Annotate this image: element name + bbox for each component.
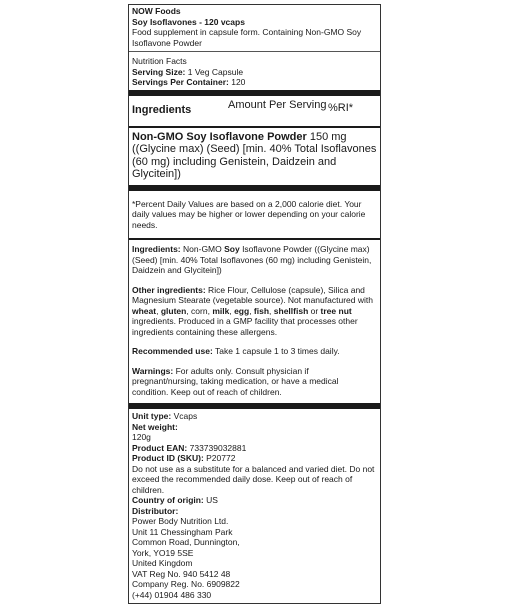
ingredients-text: Ingredients: Non-GMO Soy Isoflavone Powder ((Glycine max) (Seed) [min. 40% Total Isoflavones (60 mg) including Genistein, Daidzein and Glycitein]) — [132, 244, 372, 275]
warnings-text: Warnings: For adults only. Consult physician if pregnant/nursing, taking medication, or have a medical condition. Keep out of reach of children. — [132, 365, 339, 397]
recommended-use-text: Recommended use: Take 1 capsule 1 to 3 times daily. — [132, 346, 340, 356]
supplement-label — [128, 4, 381, 604]
net-weight-label: Net weight: — [132, 421, 178, 432]
distributor-line: Company Reg. No. 6909822 — [132, 579, 240, 589]
distributor-label: Distributor: — [132, 505, 179, 516]
ingredients-table-header — [129, 96, 380, 126]
footnote: *Percent Daily Values are based on a 2,000 calorie diet. Your daily values may be higher or lower depending on your calorie needs. — [132, 198, 366, 230]
col-amount: Amount Per Serving — [228, 98, 327, 111]
details-section — [129, 240, 380, 403]
distributor-line: Power Body Nutrition Ltd. — [132, 516, 229, 526]
distributor-line: Common Road, Dunnington, — [132, 537, 240, 547]
brand-name: NOW Foods — [132, 6, 181, 16]
product-description: Food supplement in capsule form. Containing Non-GMO Soy Isoflavone Powder — [132, 27, 362, 48]
product-sku: Product ID (SKU): P20772 — [132, 453, 236, 463]
label-header — [129, 5, 380, 48]
ingredient-detail: 150 mg ((Glycine max) (Seed) [min. 40% Total Isoflavones (60 mg) including Genistein, Daidzein and Glycitein]) — [132, 130, 377, 180]
col-ingredients: Ingredients — [132, 103, 192, 116]
distributor-line: (+44) 01904 486 330 — [132, 589, 212, 600]
product-name: Soy Isoflavones - 120 vcaps — [132, 16, 245, 27]
nutrition-facts — [129, 52, 380, 90]
other-ingredients-text: Other ingredients: Rice Flour, Cellulose (capsule), Silica and Magnesium Stearate (vegetable source). Not manufactured with wheat, gluten, corn, milk, egg, fish, shellfish or tree nut ingredients. Produced in a GMP facility that processes other ingredients containing these allergens. — [132, 284, 373, 337]
ingredient-name: Non-GMO Soy Isoflavone Powder — [132, 130, 307, 143]
unit-type: Unit type: Vcaps — [132, 411, 198, 421]
ingredient-row — [129, 128, 380, 185]
distributor-line: VAT Reg No. 940 5412 48 — [132, 568, 231, 579]
country-of-origin: Country of origin: US — [132, 495, 218, 505]
distributor-line: United Kingdom — [132, 558, 193, 568]
distributor-line: Unit 11 Chessingham Park — [132, 526, 233, 537]
servings-per-container: Servings Per Container: 120 — [132, 77, 246, 87]
product-ean: Product EAN: 733739032881 — [132, 442, 247, 453]
disclaimer: Do not use as a substitute for a balanced and varied diet. Do not exceed the recommended daily dose. Keep out of reach of children. — [132, 463, 375, 495]
product-info — [129, 409, 380, 603]
serving-size: Serving Size: 1 Veg Capsule — [132, 66, 244, 77]
nutrition-facts-title: Nutrition Facts — [132, 56, 187, 66]
col-rdi: %RI* — [328, 101, 354, 114]
net-weight-value: 120g — [132, 432, 151, 442]
distributor-line: York, YO19 5SE — [132, 547, 194, 558]
